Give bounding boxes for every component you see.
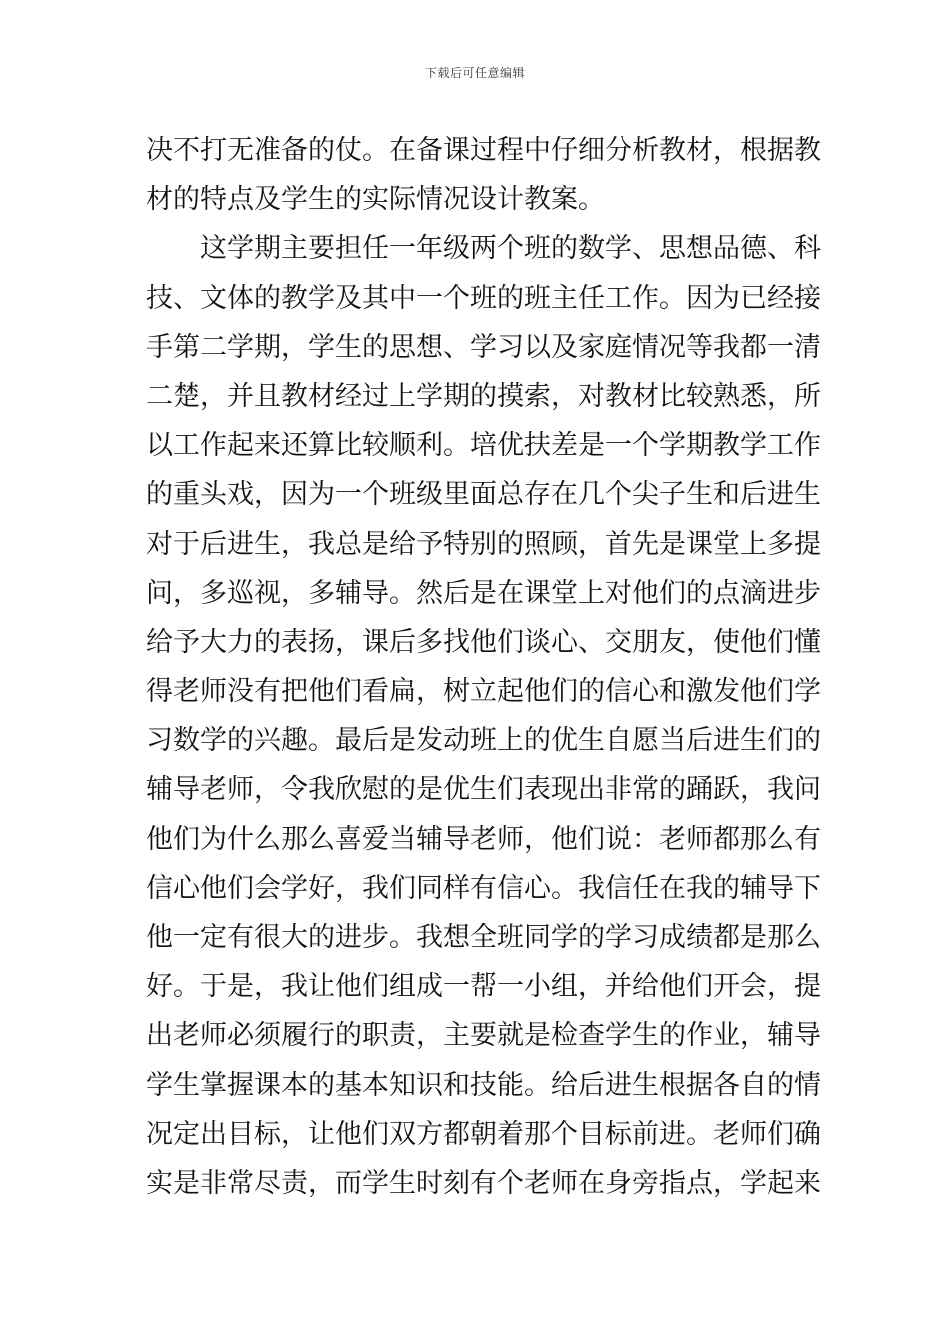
text-line: 实是非常尽责，而学生时刻有个老师在身旁指点，学起来 (146, 1167, 821, 1199)
text-line: 好。于是，我让他们组成一帮一小组，并给他们开会，提 (146, 971, 821, 1003)
text-line: 手第二学期，学生的思想、学习以及家庭情况等我都一清 (146, 331, 821, 363)
text-line: 问，多巡视，多辅导。然后是在课堂上对他们的点滴进步 (146, 577, 821, 609)
text-line: 这学期主要担任一年级两个班的数学、思想品德、科 (200, 233, 821, 265)
page-header: 下载后可任意编辑 (424, 66, 525, 80)
text-line: 材的特点及学生的实际情况设计教案。 (146, 184, 605, 216)
text-line: 信心他们会学好，我们同样有信心。我信任在我的辅导下 (146, 872, 821, 904)
text-line: 得老师没有把他们看扁，树立起他们的信心和激发他们学 (146, 676, 821, 708)
text-line: 习数学的兴趣。最后是发动班上的优生自愿当后进生们的 (146, 725, 821, 757)
text-line: 技、文体的教学及其中一个班的班主任工作。因为已经接 (146, 282, 821, 314)
text-line: 给予大力的表扬，课后多找他们谈心、交朋友，使他们懂 (146, 626, 821, 658)
text-line: 辅导老师，令我欣慰的是优生们表现出非常的踊跃，我问 (146, 774, 821, 806)
document-body (146, 126, 821, 1208)
text-line: 二楚，并且教材经过上学期的摸索，对教材比较熟悉，所 (146, 380, 821, 412)
text-line: 以工作起来还算比较顺利。培优扶差是一个学期教学工作 (146, 430, 821, 462)
text-line: 出老师必须履行的职责，主要就是检查学生的作业，辅导 (146, 1020, 821, 1052)
text-line: 的重头戏，因为一个班级里面总存在几个尖子生和后进生 (146, 479, 821, 511)
text-line: 对于后进生，我总是给予特别的照顾，首先是课堂上多提 (146, 528, 821, 560)
text-line: 学生掌握课本的基本知识和技能。给后进生根据各自的情 (146, 1069, 821, 1101)
text-line: 况定出目标，让他们双方都朝着那个目标前进。老师们确 (146, 1118, 821, 1150)
text-line: 他们为什么那么喜爱当辅导老师，他们说：老师都那么有 (146, 823, 821, 855)
text-line: 决不打无准备的仗。在备课过程中仔细分析教材，根据教 (146, 135, 821, 166)
text-line: 他一定有很大的进步。我想全班同学的学习成绩都是那么 (146, 922, 821, 953)
